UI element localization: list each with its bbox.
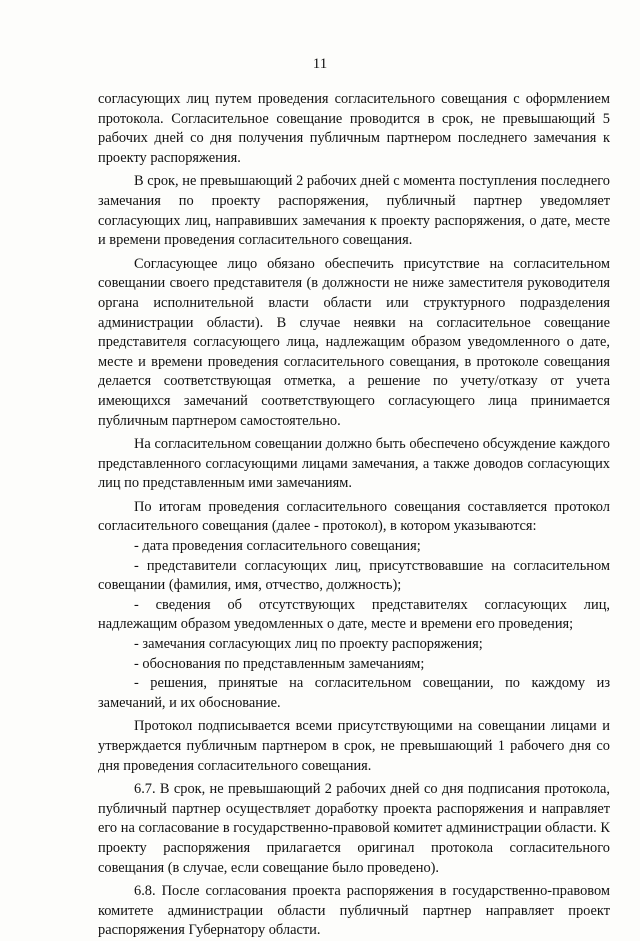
list-item: - сведения об отсутствующих представителях согласующих лиц, надлежащим образом уведомленных о дате, месте и времени его проведения; (98, 596, 610, 633)
paragraph: согласующих лиц путем проведения согласительного совещания с оформлением протокола. Согласительное совещание проводится в срок, не превышающий 5 рабочих дней со дня получения публичным партнером последнего замечания к проекту распоряжения. (98, 91, 610, 166)
paragraph: 6.7. В срок, не превышающий 2 рабочих дней со дня подписания протокола, публичный партнер осуществляет доработку проекта распоряжения и направляет его на согласование в государственно-правовой комитет администрации области. К проекту распоряжения прилагается оригинал протокола согласительного совещания (в случае, если совещание было проведено). (98, 781, 610, 876)
list-item: - решения, принятые на согласительном совещании, по каждому из замечаний, и их обоснование. (98, 675, 610, 711)
paragraph: По итогам проведения согласительного совещания составляется протокол согласительного совещания (далее - протокол), в котором указываются: (98, 498, 610, 535)
list-item: - представители согласующих лиц, присутствовавшие на согласительном совещании (фамилия, имя, отчество, должность); (98, 557, 610, 594)
paragraph: 6.8. После согласования проекта распоряжения в государственно-правовом комитете администрации области публичный партнер направляет проект распоряжения Губернатору области. (98, 883, 610, 939)
paragraph: В срок, не превышающий 2 рабочих дней с момента поступления последнего замечания по проекту распоряжения, публичный партнер уведомляет согласующих лиц, направивших замечания к проекту распоряжения, о дате, месте и времени проведения согласительного совещания. (98, 173, 610, 249)
page-number: 11 (312, 56, 328, 72)
list-item: - замечания согласующих лиц по проекту распоряжения; (134, 636, 483, 653)
paragraph: Согласующее лицо обязано обеспечить присутствие на согласительном совещании своего представителя (в должности не ниже заместителя руководителя органа исполнительной власти области или структурного подразделения администрации области). В случае неявки на согласительное совещание представителя согласующего лица, надлежащим образом уведомленного о дате, месте и времени проведения согласительного совещания, в протоколе совещания делается соответствующая отметка, а решение по учету/отказу от учета имеющихся замечаний соответствующего согласующего лица принимается публичным партнером самостоятельно. (98, 255, 610, 429)
list-item: - обоснования по представленным замечаниям; (134, 655, 425, 672)
paragraph: Протокол подписывается всеми присутствующими на совещании лицами и утверждается публичным партнером в срок, не превышающий 1 рабочего дня со дня проведения согласительного совещания. (98, 718, 610, 774)
list-item: - дата проведения согласительного совещания; (134, 538, 421, 555)
document-body (98, 90, 610, 941)
paragraph: На согласительном совещании должно быть обеспечено обсуждение каждого представленного согласующими лицами замечания, а также доводов согласующих лиц по представленным ими замечаниям. (98, 436, 610, 492)
